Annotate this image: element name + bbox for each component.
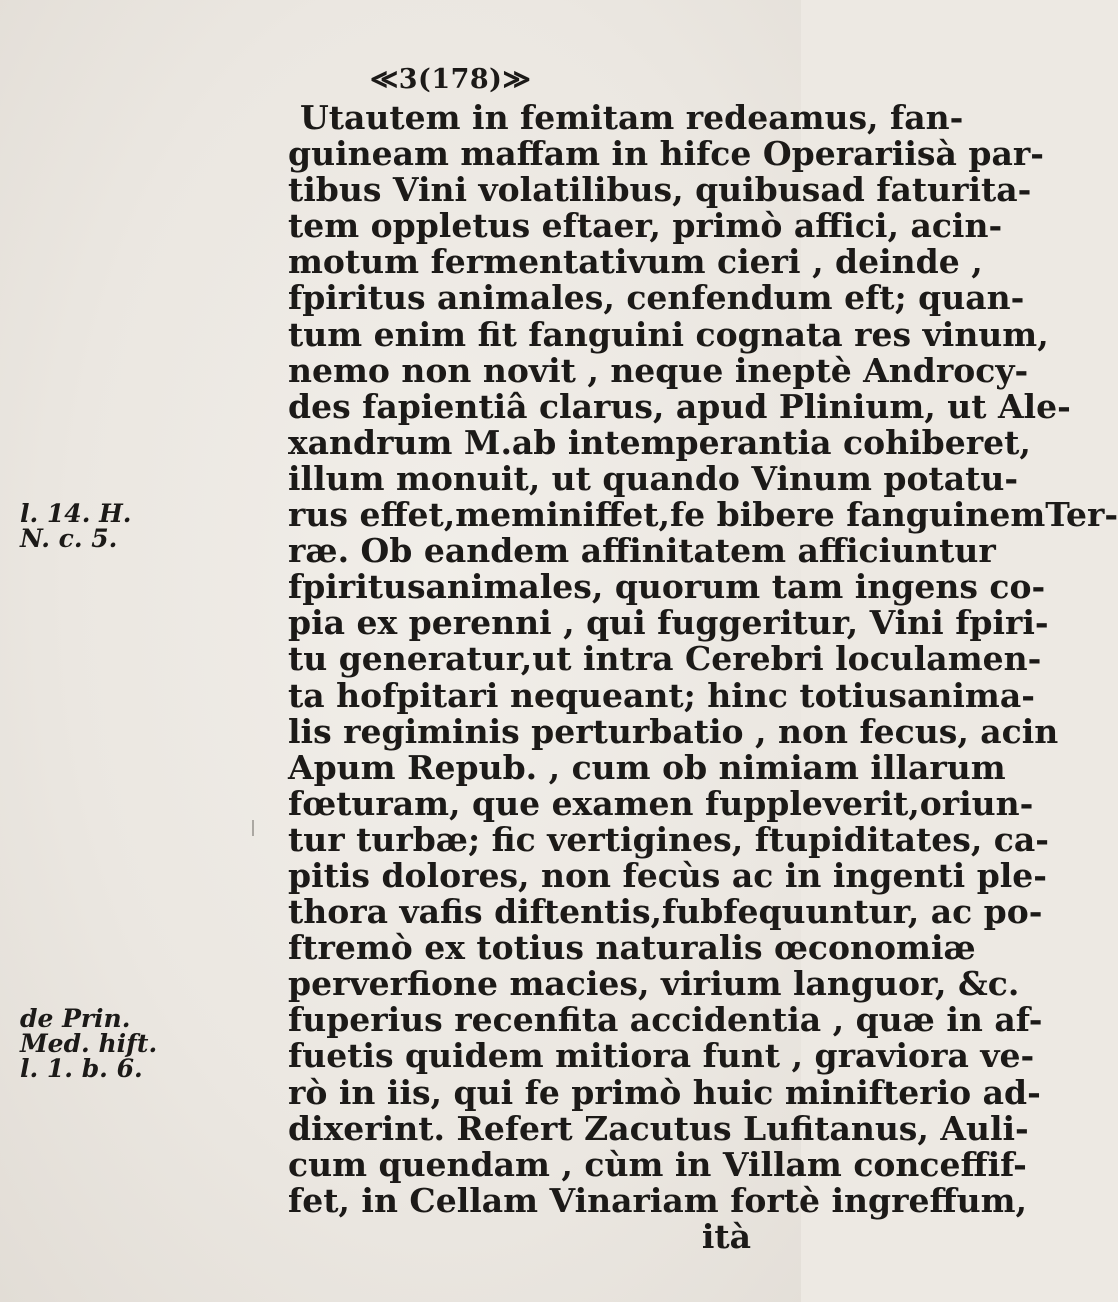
margin-note — [20, 1006, 157, 1081]
text-line: pitis dolores, non fecùs ac in ingenti ple- — [288, 855, 1047, 895]
text-line: rus effet,meminiffet,fe bibere fanguinemTer- — [288, 495, 1118, 535]
text-line: tum enim fit fanguini cognata res vinum, — [288, 314, 1049, 354]
text-line: tu generatur,ut intra Cerebri loculamen- — [288, 639, 1042, 679]
margin-note-line: de Prin. — [20, 1004, 131, 1033]
ink-mark — [252, 820, 254, 836]
margin-note-line: l. 14. H. — [20, 499, 132, 528]
running-head: ≪3(178)≫ — [370, 64, 532, 95]
text-line: Apum Repub. , cum ob nimiam illarum — [288, 747, 1006, 787]
text-line: lis regiminis perturbatio , non fecus, acin — [288, 711, 1059, 751]
text-line: pia ex perenni , qui fuggeritur, Vini fpiri- — [288, 603, 1049, 643]
text-line: dixerint. Refert Zacutus Lufitanus, Auli- — [288, 1108, 1029, 1148]
margin-note-line: l. 1. b. 6. — [20, 1054, 143, 1083]
margin-note-line: Med. hift. — [20, 1029, 158, 1058]
text-line: fpiritusanimales, quorum tam ingens co- — [288, 567, 1046, 607]
text-line: thora vafis diftentis,fubfequuntur, ac po- — [288, 892, 1043, 932]
text-line: motum fermentativum cieri , deinde , — [288, 242, 983, 282]
text-line: illum monuit, ut quando Vinum potatu- — [288, 458, 1019, 498]
text-line: tur turbæ; fic vertigines, ftupiditates, ca- — [288, 819, 1049, 859]
text-line: Utautem in femitam redeamus, fan- — [300, 98, 964, 137]
body-text — [288, 98, 1118, 1256]
text-line: fpiritus animales, cenfendum eft; quan- — [288, 278, 1025, 318]
text-line: ræ. Ob eandem affinitatem afficiuntur — [288, 531, 996, 571]
catchword: ità — [701, 1216, 751, 1256]
text-line: tem oppletus eftaer, primò affici, acin- — [288, 206, 1003, 246]
margin-note — [20, 501, 131, 551]
text-line: perverfione macies, virium languor, &c. — [288, 964, 1020, 1004]
text-line: rò in iis, qui fe primò huic minifterio ad- — [288, 1072, 1041, 1112]
text-line: des fapientiâ clarus, apud Plinium, ut Ale- — [288, 386, 1071, 426]
text-line: fuetis quidem mitiora funt , graviora ve- — [288, 1036, 1035, 1076]
text-line: ta hofpitari nequeant; hinc totiusanima- — [288, 675, 1035, 715]
text-line: ftremò ex totius naturalis œconomiæ — [288, 928, 976, 968]
text-line: fet, in Cellam Vinariam fortè ingreffum, — [288, 1180, 1027, 1220]
text-line: fuperius recenfita accidentia , quæ in af- — [288, 1000, 1043, 1040]
text-line: xandrum M.ab intemperantia cohiberet, — [288, 422, 1031, 462]
margin-note-line: N. c. 5. — [20, 524, 118, 553]
text-line: nemo non novit , neque ineptè Androcy- — [288, 350, 1029, 390]
text-line: cum quendam , cùm in Villam conceffif- — [288, 1144, 1027, 1184]
text-line: fœturam, que examen fuppleverit,oriun- — [288, 783, 1034, 823]
text-line: tibus Vini volatilibus, quibusad faturita- — [288, 170, 1032, 210]
text-line: guineam maffam in hifce Operariisà par- — [288, 134, 1044, 174]
